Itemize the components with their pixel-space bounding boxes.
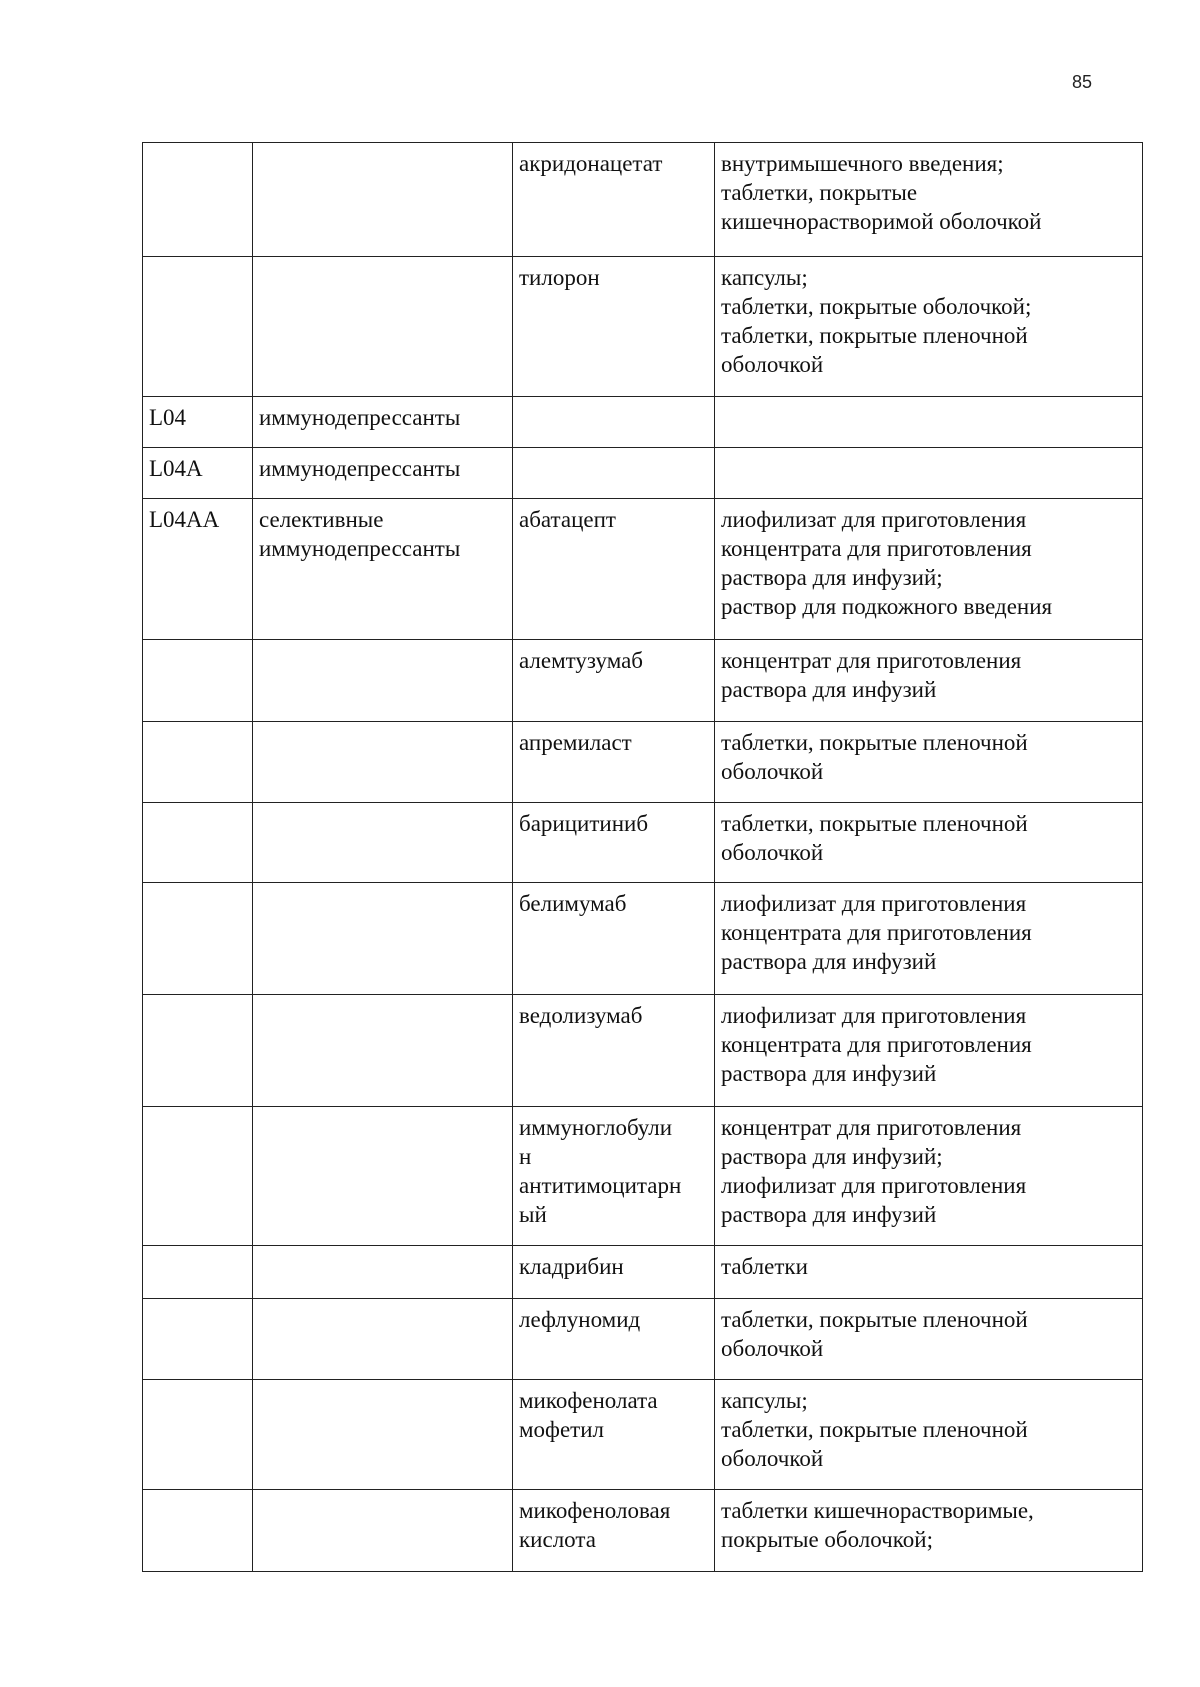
- drug-name-cell: [513, 1299, 715, 1380]
- atc-group-cell: [253, 803, 513, 883]
- atc-group-cell: [253, 1246, 513, 1299]
- table-row: [143, 143, 1143, 257]
- dosage-form-line: таблетки, покрытые: [721, 180, 918, 205]
- drug-name-cell: [513, 143, 715, 257]
- dosage-form-line: концентрат для приготовления: [721, 1115, 1022, 1140]
- table-row: [143, 995, 1143, 1107]
- dosage-form-line: оболочкой: [721, 1336, 824, 1361]
- drug-name-line: ый: [519, 1202, 547, 1227]
- dosage-form-line: таблетки, покрытые пленочной: [721, 1417, 1028, 1442]
- atc-code-cell: [143, 1490, 253, 1572]
- drug-name-line: барицитиниб: [519, 811, 649, 836]
- atc-code-cell: L04A: [143, 448, 253, 499]
- dosage-form-cell: [715, 1490, 1143, 1572]
- drug-name-line: микофеноловая: [519, 1498, 671, 1523]
- atc-code-cell: [143, 1107, 253, 1246]
- atc-group-cell: [253, 143, 513, 257]
- dosage-form-cell: [715, 448, 1143, 499]
- atc-group-cell: иммунодепрессанты: [253, 448, 513, 499]
- atc-group-cell: [253, 995, 513, 1107]
- atc-group-cell: [253, 640, 513, 722]
- drug-name-line: лефлуномид: [519, 1307, 641, 1332]
- table-row: [143, 1490, 1143, 1572]
- dosage-form-cell: [715, 995, 1143, 1107]
- dosage-form-cell: [715, 397, 1143, 448]
- dosage-form-cell: [715, 1107, 1143, 1246]
- table-row: [143, 1299, 1143, 1380]
- dosage-form-line: таблетки: [721, 1254, 808, 1279]
- drug-name-line: мофетил: [519, 1417, 605, 1442]
- dosage-form-line: оболочкой: [721, 840, 824, 865]
- dosage-form-line: таблетки, покрытые оболочкой;: [721, 294, 1032, 319]
- dosage-form-line: таблетки, покрытые пленочной: [721, 323, 1028, 348]
- drug-name-line: кислота: [519, 1527, 596, 1552]
- dosage-form-line: оболочкой: [721, 1446, 824, 1471]
- dosage-form-line: концентрат для приготовления: [721, 648, 1022, 673]
- drug-name-line: ведолизумаб: [519, 1003, 643, 1028]
- drug-name-cell: [513, 1380, 715, 1490]
- drug-name-line: апремиласт: [519, 730, 632, 755]
- drug-name-cell: [513, 640, 715, 722]
- table-row: [143, 1380, 1143, 1490]
- atc-group-cell: [253, 257, 513, 397]
- dosage-form-cell: [715, 883, 1143, 995]
- dosage-form-line: раствор для подкожного введения: [721, 594, 1053, 619]
- dosage-form-cell: [715, 722, 1143, 803]
- table-row: [143, 640, 1143, 722]
- atc-group-cell: иммунодепрессанты: [253, 397, 513, 448]
- dosage-form-cell: [715, 257, 1143, 397]
- drug-list-table: [142, 142, 1143, 1572]
- atc-group-cell: [253, 1380, 513, 1490]
- drug-name-cell: [513, 1246, 715, 1299]
- drug-name-line: антитимоцитарн: [519, 1173, 682, 1198]
- drug-name-cell: [513, 448, 715, 499]
- dosage-form-cell: [715, 803, 1143, 883]
- dosage-form-line: концентрата для приготовления: [721, 536, 1032, 561]
- dosage-form-line: концентрата для приготовления: [721, 920, 1032, 945]
- atc-code-cell: [143, 722, 253, 803]
- drug-name-line: кладрибин: [519, 1254, 624, 1279]
- drug-name-cell: [513, 499, 715, 640]
- table-row: [143, 448, 1143, 499]
- table-row: [143, 1107, 1143, 1246]
- atc-code-cell: [143, 803, 253, 883]
- table-row: [143, 257, 1143, 397]
- drug-name-cell: [513, 803, 715, 883]
- drug-name-line: н: [519, 1144, 532, 1169]
- dosage-form-line: раствора для инфузий;: [721, 1144, 943, 1169]
- drug-name-line: белимумаб: [519, 891, 627, 916]
- drug-name-cell: [513, 257, 715, 397]
- dosage-form-line: раствора для инфузий: [721, 1202, 937, 1227]
- drug-name-cell: [513, 1107, 715, 1246]
- atc-group-cell: [253, 883, 513, 995]
- atc-code-cell: L04: [143, 397, 253, 448]
- atc-code-cell: L04AA: [143, 499, 253, 640]
- atc-code-cell: [143, 995, 253, 1107]
- dosage-form-line: концентрата для приготовления: [721, 1032, 1032, 1057]
- table-row: [143, 722, 1143, 803]
- table-row: [143, 499, 1143, 640]
- dosage-form-line: оболочкой: [721, 352, 824, 377]
- table-row: [143, 883, 1143, 995]
- dosage-form-line: таблетки, покрытые пленочной: [721, 730, 1028, 755]
- atc-code-cell: [143, 1246, 253, 1299]
- atc-group-cell: [253, 1490, 513, 1572]
- dosage-form-line: раствора для инфузий: [721, 1061, 937, 1086]
- table-row: [143, 397, 1143, 448]
- dosage-form-cell: [715, 1299, 1143, 1380]
- drug-name-cell: [513, 883, 715, 995]
- dosage-form-line: таблетки кишечнорастворимые,: [721, 1498, 1034, 1523]
- table-row: [143, 1246, 1143, 1299]
- dosage-form-cell: [715, 1380, 1143, 1490]
- atc-group-cell: [253, 1299, 513, 1380]
- dosage-form-line: раствора для инфузий: [721, 949, 937, 974]
- atc-group-cell: селективные иммунодепрессанты: [253, 499, 513, 640]
- drug-name-line: акридонацетат: [519, 151, 663, 176]
- dosage-form-line: капсулы;: [721, 265, 808, 290]
- drug-name-line: тилорон: [519, 265, 600, 290]
- dosage-form-line: лиофилизат для приготовления: [721, 1003, 1027, 1028]
- dosage-form-line: таблетки, покрытые пленочной: [721, 811, 1028, 836]
- drug-name-cell: [513, 995, 715, 1107]
- atc-code-cell: [143, 143, 253, 257]
- dosage-form-line: лиофилизат для приготовления: [721, 891, 1027, 916]
- drug-name-line: иммуноглобули: [519, 1115, 673, 1140]
- drug-name-line: микофенолата: [519, 1388, 658, 1413]
- atc-code-cell: [143, 640, 253, 722]
- atc-group-cell: [253, 722, 513, 803]
- dosage-form-line: раствора для инфузий: [721, 677, 937, 702]
- dosage-form-cell: [715, 499, 1143, 640]
- drug-name-cell: [513, 397, 715, 448]
- dosage-form-line: кишечнорастворимой оболочкой: [721, 209, 1042, 234]
- drug-name-cell: [513, 1490, 715, 1572]
- table-body: [143, 143, 1143, 1572]
- dosage-form-line: оболочкой: [721, 759, 824, 784]
- table-row: [143, 803, 1143, 883]
- drug-name-line: алемтузумаб: [519, 648, 644, 673]
- dosage-form-line: таблетки, покрытые пленочной: [721, 1307, 1028, 1332]
- atc-code-cell: [143, 1380, 253, 1490]
- drug-name-cell: [513, 722, 715, 803]
- atc-code-cell: [143, 257, 253, 397]
- dosage-form-cell: [715, 640, 1143, 722]
- atc-code-cell: [143, 883, 253, 995]
- dosage-form-line: покрытые оболочкой;: [721, 1527, 933, 1552]
- atc-group-cell: [253, 1107, 513, 1246]
- page-number: 85: [1072, 72, 1093, 92]
- dosage-form-line: лиофилизат для приготовления: [721, 507, 1027, 532]
- atc-code-cell: [143, 1299, 253, 1380]
- dosage-form-line: раствора для инфузий;: [721, 565, 943, 590]
- dosage-form-line: лиофилизат для приготовления: [721, 1173, 1027, 1198]
- drug-name-line: абатацепт: [519, 507, 616, 532]
- dosage-form-line: капсулы;: [721, 1388, 808, 1413]
- dosage-form-line: внутримышечного введения;: [721, 151, 1004, 176]
- dosage-form-cell: [715, 143, 1143, 257]
- dosage-form-cell: [715, 1246, 1143, 1299]
